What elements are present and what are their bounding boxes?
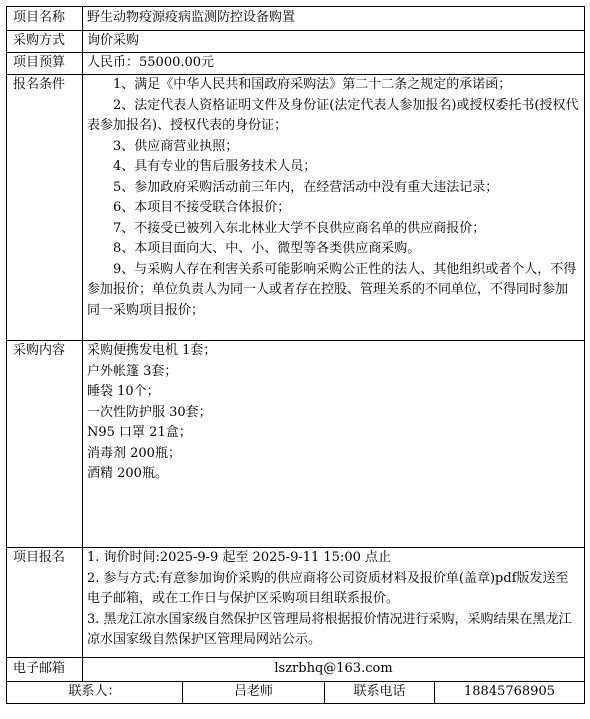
content-item: 酒精 200瓶。 (87, 466, 168, 481)
registration-item: 3. 黑龙江凉水国家级自然保护区管理局将根据报价情况进行采购，采购结果在黑龙江凉水国家级自然保护区管理局网站公示。 (87, 611, 572, 647)
requirement-item: 4、具有专业的售后服务技术人员； (113, 159, 317, 174)
requirement-item: 7、不接受已被列入东北林业大学不良供应商名单的供应商报价； (113, 220, 486, 236)
content-item: 户外帐篷 3套； (87, 363, 178, 379)
content-item: 睡袋 10个； (87, 384, 160, 399)
project-name-label: 项目名称 (7, 7, 83, 31)
requirements-label: 报名条件 (7, 75, 83, 341)
content-item: 消毒剂 200瓶； (87, 445, 181, 461)
phone-value[interactable]: 18845768905 (435, 682, 585, 704)
project-name-value: 野生动物疫源疫病监测防控设备购置 (83, 7, 585, 31)
registration-item: 2. 参与方式:有意参加询价采购的供应商将公司资质材料及报价单(盖章)pdf版发送至电子邮箱，或在工作日与保护区采购项目组联系报价。 (87, 570, 569, 606)
content-item: 一次性防护服 30套； (87, 404, 212, 420)
requirement-item: 1、满足《中华人民共和国政府采购法》第二十二条之规定的承诺函； (113, 77, 512, 92)
content-list (83, 341, 585, 548)
requirement-item: 3、供应商营业执照； (113, 138, 239, 154)
requirements-list (83, 75, 585, 341)
requirement-item: 6、本项目不接受联合体报价； (113, 200, 291, 215)
contact-label: 联系人： (7, 682, 183, 704)
budget-label: 项目预算 (7, 53, 83, 75)
content-item: 采购便携发电机 1套； (87, 343, 217, 358)
content-item: N95 口罩 21盒； (87, 425, 192, 440)
registration-label: 项目报名 (7, 548, 83, 658)
email-value[interactable]: lszrbhq@163.com (83, 658, 585, 682)
requirement-item: 9、与采购人存在利害关系可能影响采购公正性的法人、其他组织或者个人，不得参加报价；单位负责人为同一人或者存在控股、管理关系的不同单位，不得同时参加同一采购项目报价； (87, 261, 577, 318)
budget-value: 人民币：55000.00元 (83, 53, 585, 75)
requirement-item: 5、参加政府采购活动前三年内，在经营活动中没有重大违法记录； (113, 179, 499, 195)
procurement-table (6, 6, 585, 704)
content-label: 采购内容 (7, 341, 83, 548)
phone-label: 联系电话 (325, 682, 435, 704)
purchase-method-value: 询价采购 (83, 31, 585, 53)
purchase-method-label: 采购方式 (7, 31, 83, 53)
email-label: 电子邮箱 (7, 658, 83, 682)
requirement-item: 8、本项目面向大、中、小、微型等各类供应商采购。 (113, 241, 421, 256)
requirement-item: 2、法定代表人资格证明文件及身份证(法定代表人参加报名)或授权委托书(授权代表参加报名)、授权代表的身份证； (87, 97, 579, 133)
registration-list (83, 548, 585, 658)
registration-item: 1. 询价时间:2025-9-9 起至 2025-9-11 15:00 点止 (87, 550, 392, 565)
contact-person: 吕老师 (183, 682, 325, 704)
